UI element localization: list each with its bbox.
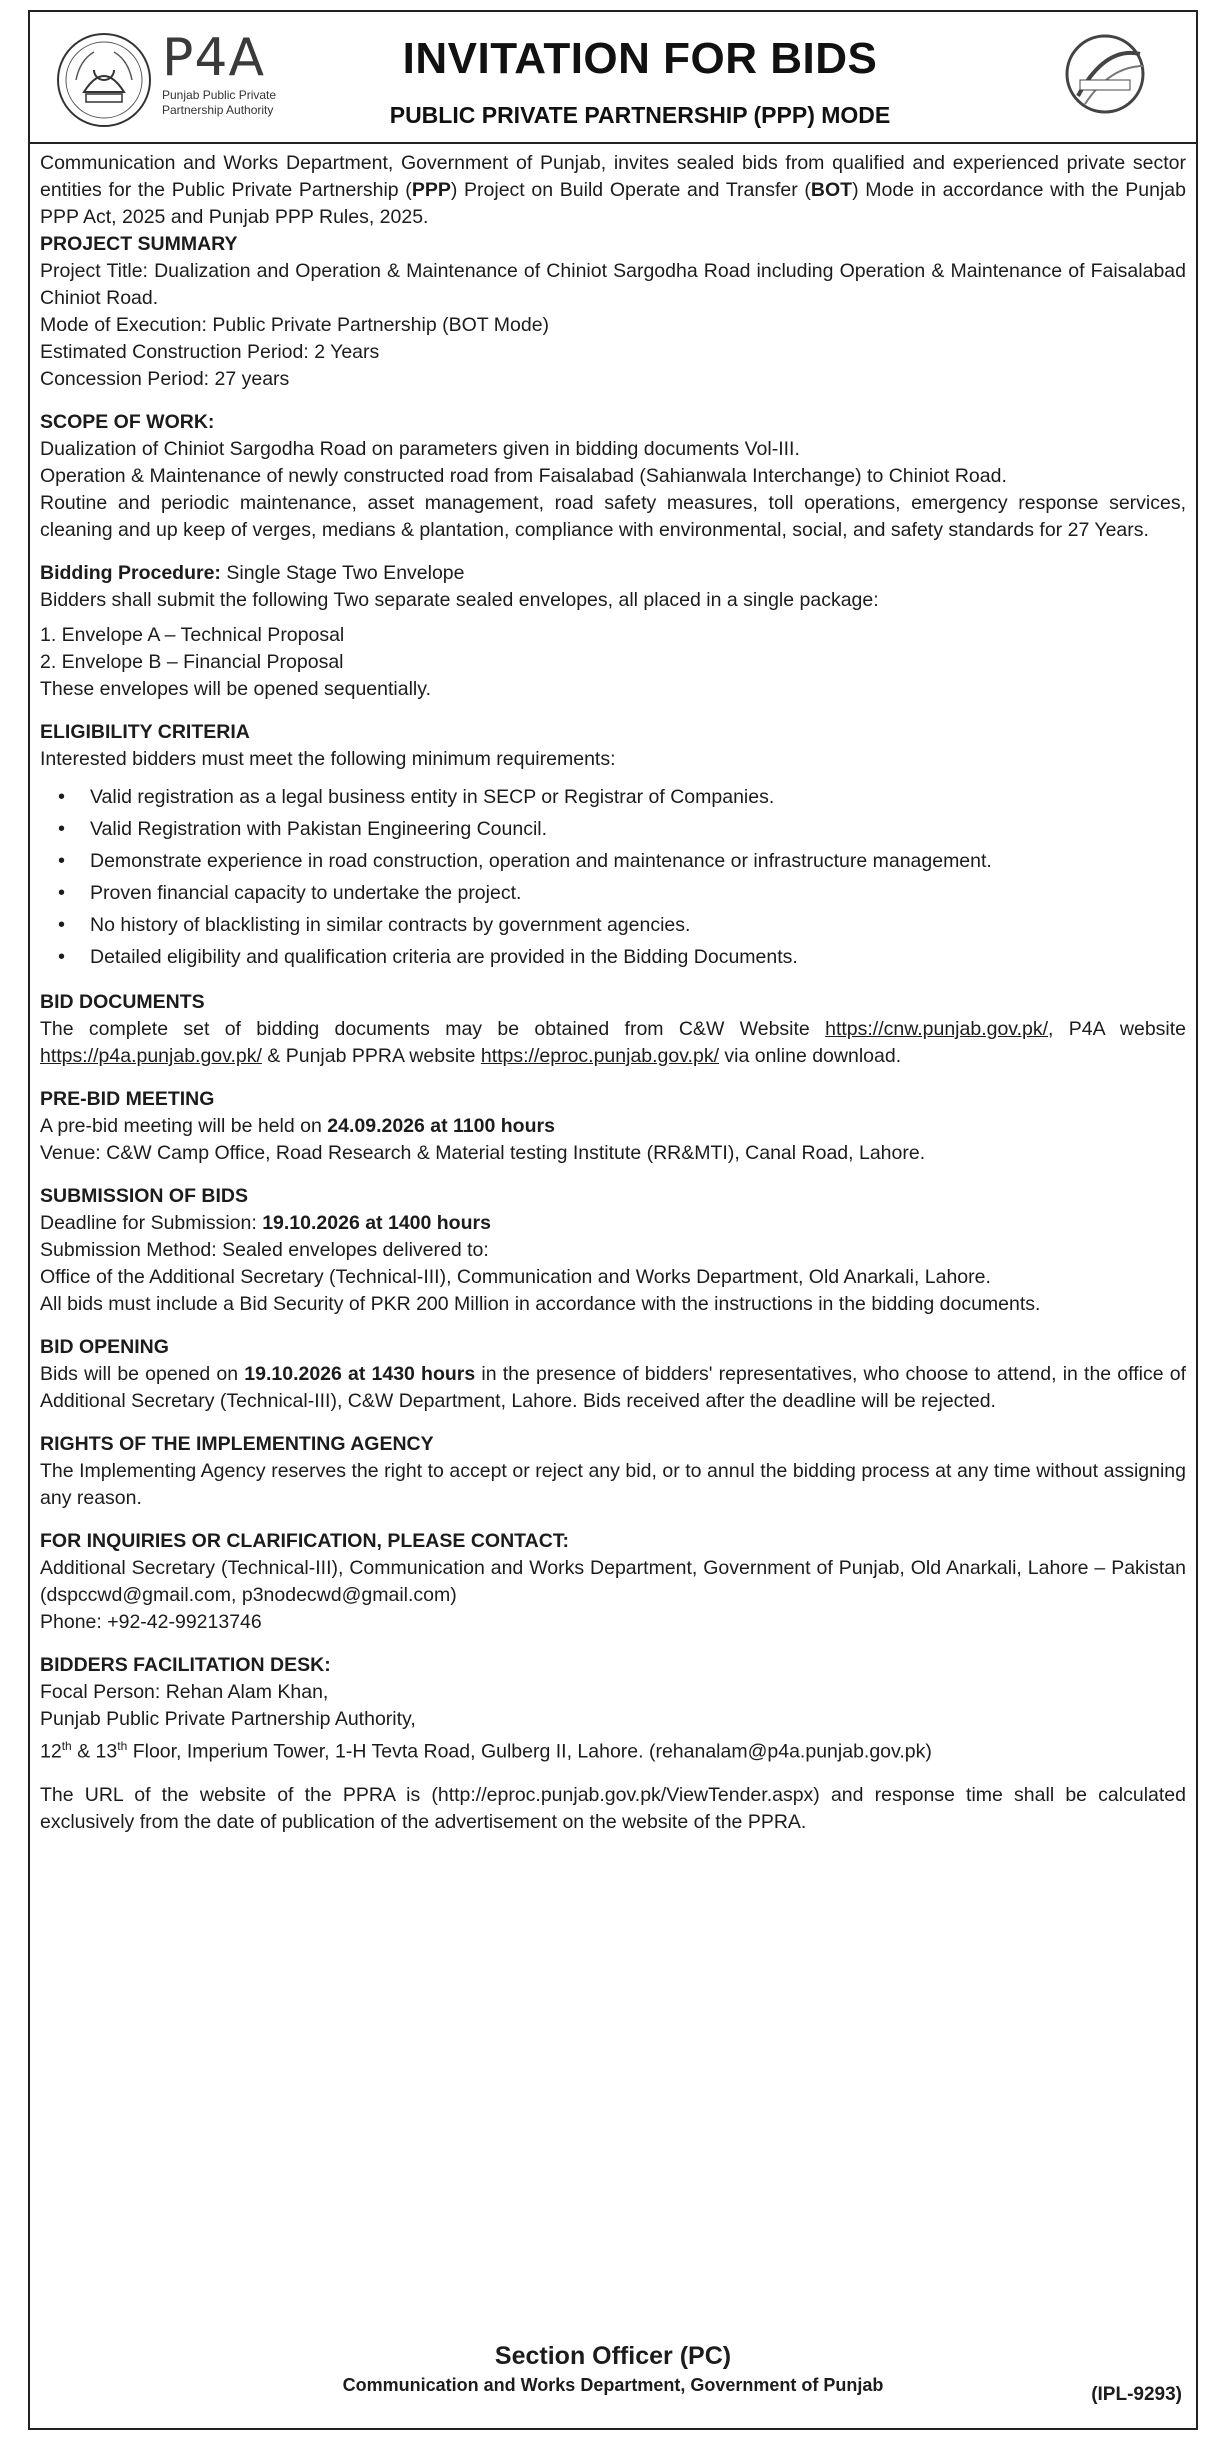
list-item: • Detailed eligibility and qualification criteria are provided in the Bidding Documents. [40,941,1186,973]
list-item: • Valid registration as a legal business entity in SECP or Registrar of Companies. [40,781,1186,813]
cnw-website-link[interactable]: https://cnw.punjab.gov.pk/ [825,1018,1049,1040]
project-title: Project Title: Dualization and Operation & Maintenance of Chiniot Sargodha Road including Operation & Maintenance of Faisalabad Chiniot Road. [40,260,1186,309]
rights-heading: RIGHTS OF THE IMPLEMENTING AGENCY [40,1433,434,1455]
intro-bot: BOT [810,179,853,201]
advertisement-body [40,150,1186,1836]
signature-block [30,2342,1196,2396]
list-item: 2. Envelope B – Financial Proposal [40,651,344,673]
pre-bid-section [40,1086,1186,1167]
submission-heading: SUBMISSION OF BIDS [40,1185,249,1207]
list-item: • Proven financial capacity to undertake the project. [40,877,1186,909]
bid-documents-text-3: & Punjab PPRA website [261,1045,481,1067]
facilitation-address [40,1733,1186,1766]
ordinal-suffix: th [117,1739,128,1753]
floor-13: & 13 [71,1740,118,1763]
p4a-website-link[interactable]: https://p4a.punjab.gov.pk/ [40,1045,262,1067]
eligibility-section [40,719,1186,973]
focal-person: Focal Person: Rehan Alam Khan, [40,1681,329,1703]
list-item: 1. Envelope A – Technical Proposal [40,624,345,646]
facilitation-org: Punjab Public Private Partnership Authority, [40,1708,416,1730]
ordinal-suffix: th [61,1739,72,1753]
intro-text-1: Communication and Works Department, Government of Punjab, invites sealed bids from qualified and experienced private sector entities for the Public Private Partnership ( [40,152,1186,201]
envelope-note: These envelopes will be opened sequentially. [40,678,431,700]
scope-heading: SCOPE OF WORK: [40,411,215,433]
p4a-mark: P4A [162,28,266,88]
scope-section [40,409,1186,544]
bidding-procedure-instruction: Bidders shall submit the following Two separate sealed envelopes, all placed in a single package: [40,589,879,611]
concession-period: Concession Period: 27 years [40,368,290,390]
project-summary-section [40,231,1186,393]
ppra-note-section [40,1782,1186,1836]
advertisement-frame [28,10,1198,2430]
eligibility-heading: ELIGIBILITY CRITERIA [40,721,250,743]
envelope-list [40,622,1186,676]
rights-section [40,1431,1186,1512]
inquiries-heading: FOR INQUIRIES OR CLARIFICATION, PLEASE CONTACT: [40,1530,570,1552]
p4a-logo [162,28,277,118]
scope-line-1: Dualization of Chiniot Sargodha Road on parameters given in bidding documents Vol-III. [40,438,800,460]
bid-security: All bids must include a Bid Security of PKR 200 Million in accordance with the instructions in the bidding documents. [40,1293,1041,1315]
bid-documents-text-1: The complete set of bidding documents may be obtained from C&W Website [40,1018,826,1040]
pre-bid-heading: PRE-BID MEETING [40,1088,215,1110]
mode-of-execution: Mode of Execution: Public Private Partnership (BOT Mode) [40,314,550,336]
bid-opening-section [40,1334,1186,1415]
p4a-subtitle-line1: Punjab Public Private [162,88,277,102]
project-summary-heading: PROJECT SUMMARY [40,233,238,255]
deadline-label: Deadline for Submission: [40,1212,263,1234]
signatory-department: Communication and Works Department, Government of Punjab [342,2375,884,2395]
bid-documents-text-2: , P4A website [1048,1018,1187,1040]
bid-documents-section [40,989,1186,1070]
inquiries-text: Additional Secretary (Technical-III), Communication and Works Department, Government of Punjab, Old Anarkali, Lahore – Pakistan (dspccwd@gmail.com, p3nodecwd@gmail.com) [40,1557,1186,1606]
page-subtitle: PUBLIC PRIVATE PARTNERSHIP (PPP) MODE [389,102,891,128]
floor-12: 12 [40,1740,62,1763]
reference-number: (IPL-9293) [1091,2384,1182,2405]
punjab-government-seal-icon [54,30,154,130]
bidding-procedure-value: Single Stage Two Envelope [220,562,465,584]
header [30,12,1196,144]
bid-opening-datetime: 19.10.2026 at 1430 hours [244,1363,476,1385]
list-item: • Valid Registration with Pakistan Engineering Council. [40,813,1186,845]
signatory-title: Section Officer (PC) [494,2342,732,2370]
bid-opening-text-1: Bids will be opened on [40,1363,245,1385]
communication-works-department-logo-icon [1040,26,1170,136]
eligibility-list [40,781,1186,973]
intro-paragraph [40,150,1186,231]
list-item: • Demonstrate experience in road construction, operation and maintenance or infrastructure management. [40,845,1186,877]
address-rest: Floor, Imperium Tower, 1-H Tevta Road, Gulberg II, Lahore. (rehanalam@p4a.punjab.gov.pk) [127,1740,932,1763]
pre-bid-venue: Venue: C&W Camp Office, Road Research & Material testing Institute (RR&MTI), Canal Road, Lahore. [40,1142,926,1164]
bid-documents-heading: BID DOCUMENTS [40,991,205,1013]
bid-opening-text-2: in the presence of bidders' representatives, who choose to attend, in the office of Additional Secretary (Technical-III), C&W Department, Lahore. Bids received after the deadline will be rejected. [40,1363,1186,1412]
bid-opening-heading: BID OPENING [40,1336,169,1358]
facilitation-section [40,1652,1186,1766]
deadline-datetime: 19.10.2026 at 1400 hours [262,1212,491,1234]
construction-period: Estimated Construction Period: 2 Years [40,341,380,363]
ppra-note: The URL of the website of the PPRA is (http://eproc.punjab.gov.pk/ViewTender.aspx) and response time shall be calculated exclusively from the date of publication of the advertisement on the website of the PPRA. [40,1783,1186,1833]
eligibility-intro: Interested bidders must meet the following minimum requirements: [40,748,616,770]
ppra-website-link[interactable]: https://eproc.punjab.gov.pk/ [480,1045,719,1067]
page-title: INVITATION FOR BIDS [402,34,878,83]
facilitation-heading: BIDDERS FACILITATION DESK: [40,1654,331,1676]
submission-office: Office of the Additional Secretary (Technical-III), Communication and Works Department, Old Anarkali, Lahore. [40,1266,991,1288]
bidding-procedure-section [40,560,1186,703]
intro-text-3: ) Mode in accordance with the Punjab PPP Act, 2025 and Punjab PPP Rules, 2025. [40,179,1186,228]
submission-method: Submission Method: Sealed envelopes delivered to: [40,1239,489,1261]
intro-ppp: PPP [411,179,451,201]
pre-bid-datetime: 24.09.2026 at 1100 hours [327,1115,555,1137]
inquiries-section [40,1528,1186,1636]
bidding-procedure-label: Bidding Procedure: [40,562,221,584]
scope-line-3: Routine and periodic maintenance, asset management, road safety measures, toll operations, emergency response services, cleaning and up keep of verges, medians & plantation, compliance with environmental, social, and safety standards for 27 Years. [40,492,1186,541]
submission-section [40,1183,1186,1318]
intro-text-2: ) Project on Build Operate and Transfer ( [450,179,811,201]
list-item: • No history of blacklisting in similar contracts by government agencies. [40,909,1186,941]
bid-documents-text-4: via online download. [718,1045,902,1067]
p4a-subtitle-line2: Partnership Authority [162,103,274,117]
pre-bid-text: A pre-bid meeting will be held on [40,1115,328,1137]
inquiries-phone: Phone: +92-42-99213746 [40,1611,262,1633]
rights-text: The Implementing Agency reserves the right to accept or reject any bid, or to annul the bidding process at any time without assigning any reason. [40,1460,1186,1509]
scope-line-2: Operation & Maintenance of newly constructed road from Faisalabad (Sahianwala Interchange) to Chiniot Road. [40,465,1007,487]
